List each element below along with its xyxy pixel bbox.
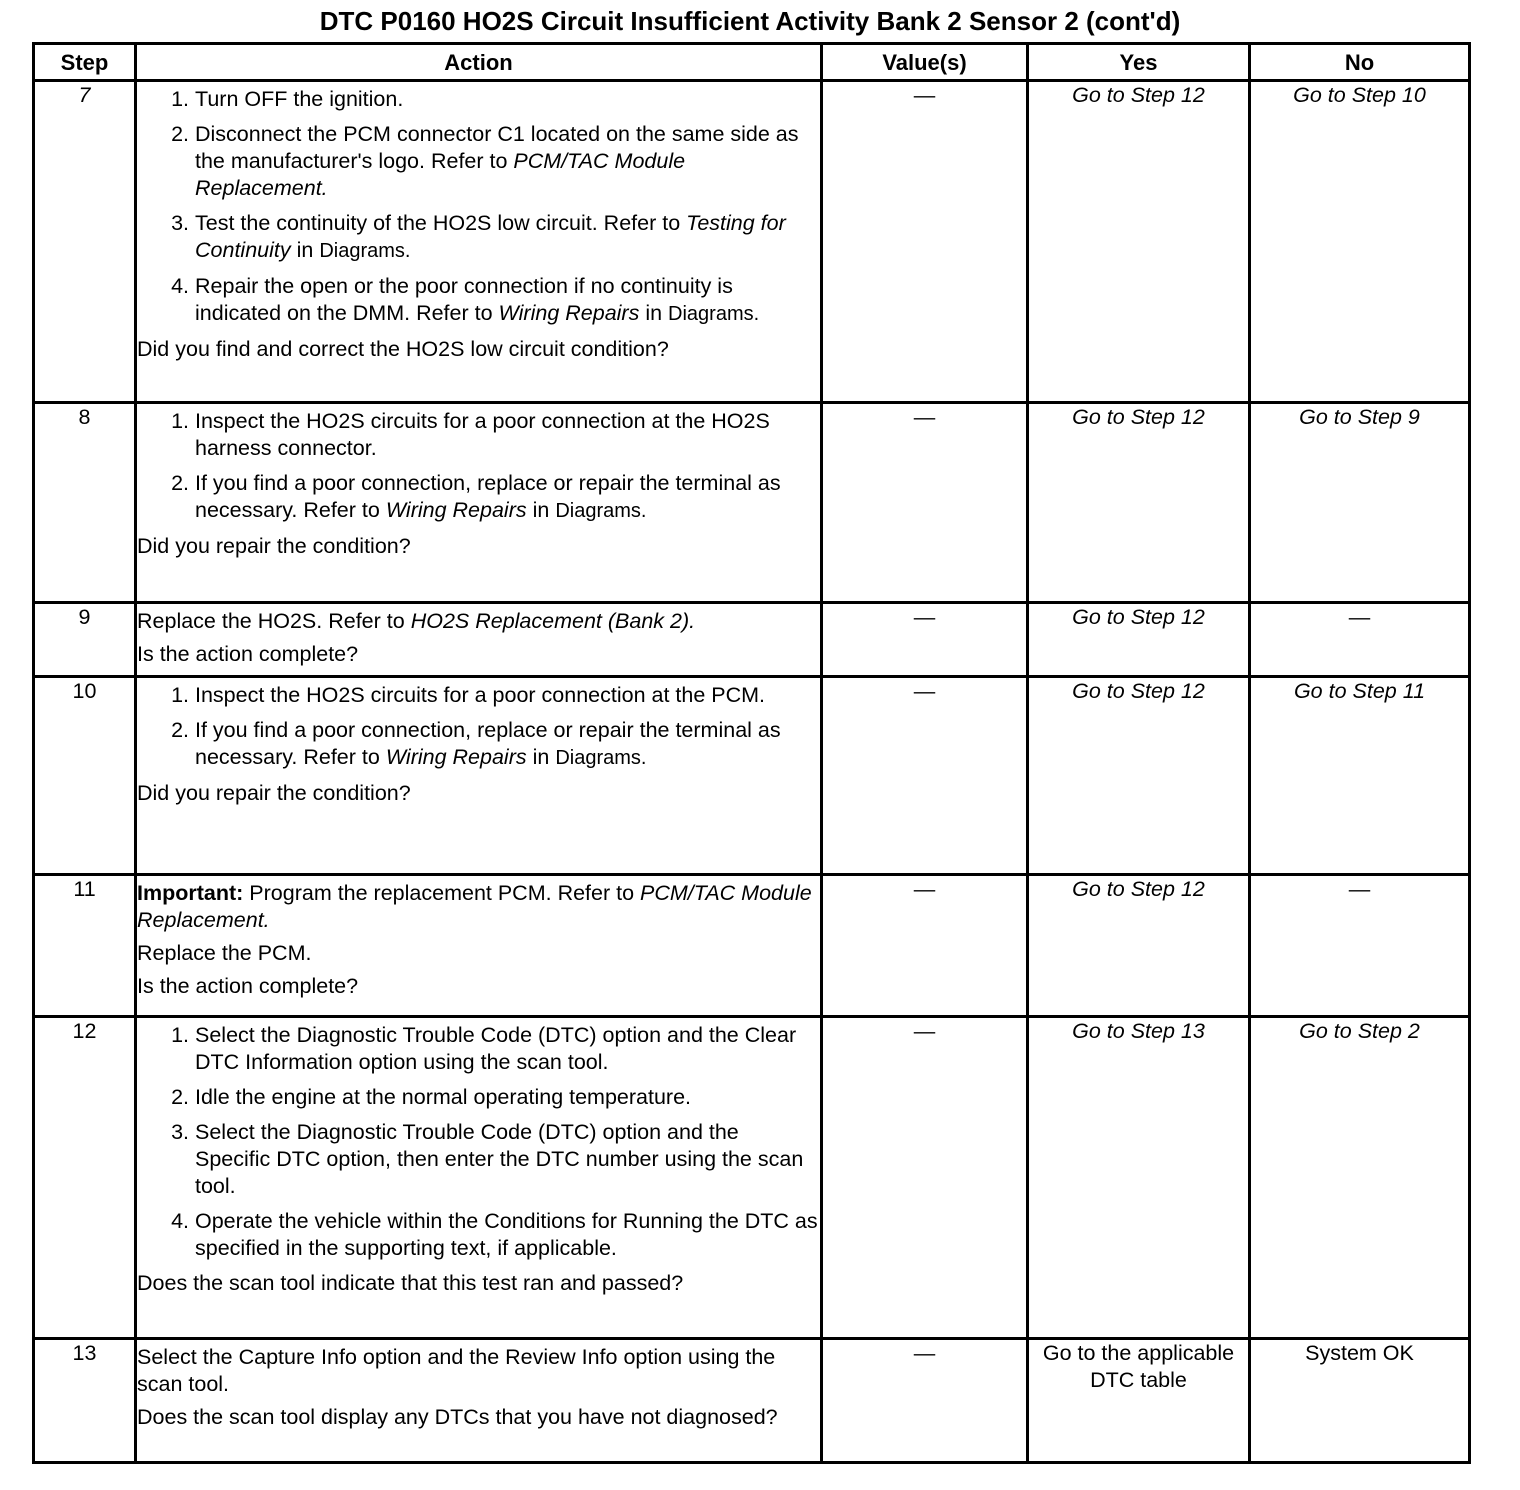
reference-link: Wiring Repairs [385,745,527,769]
yes-action: Go to Step 13 [1028,1017,1250,1339]
question-text: Did you repair the condition? [137,781,411,805]
reference-link: Wiring Repairs [385,498,527,522]
table-row-step-11 [34,875,1470,1017]
table-row-step-12 [34,1017,1470,1339]
step-number: 13 [34,1339,136,1463]
table-row-step-13 [34,1339,1470,1463]
yes-action: Go to the applicable DTC table [1028,1339,1250,1463]
action-cell [136,875,822,1017]
question-text: Is the action complete? [137,974,359,998]
yes-action: Go to Step 12 [1028,403,1250,603]
question-text: Did you repair the condition? [137,534,411,558]
no-action: Go to Step 2 [1250,1017,1470,1339]
action-text: Replace the HO2S. Refer to HO2S Replacement (Bank 2). [137,609,696,633]
yes-action: Go to Step 12 [1028,603,1250,677]
value-cell: — [822,81,1028,403]
value-cell: — [822,603,1028,677]
question-text: Does the scan tool indicate that this test ran and passed? [137,1271,684,1295]
yes-action: Go to Step 12 [1028,677,1250,875]
value-cell: — [822,1017,1028,1339]
no-action: Go to Step 9 [1250,403,1470,603]
step-number: 12 [34,1017,136,1339]
no-action: Go to Step 11 [1250,677,1470,875]
step-number: 8 [34,403,136,603]
header-step: Step [34,44,136,81]
value-cell: — [822,875,1028,1017]
list-item: 3. Select the Diagnostic Trouble Code (DTC) option and the Specific DTC option, then enter the DTC number using the scan tool. [195,1119,820,1200]
important-note: Important: Program the replacement PCM. Refer to PCM/TAC Module Replacement. [137,881,812,932]
action-list [137,86,820,328]
action-list [137,408,820,525]
no-action: — [1250,875,1470,1017]
diagnostic-table [32,42,1471,1464]
list-item: 2. If you find a poor connection, replace or repair the terminal as necessary. Refer to Wiring Repairs in Diagrams. [195,470,820,525]
action-cell [136,403,822,603]
no-action: — [1250,603,1470,677]
header-yes: Yes [1028,44,1250,81]
step-number: 9 [34,603,136,677]
no-action: Go to Step 10 [1250,81,1470,403]
action-list [137,1022,820,1262]
header-value: Value(s) [822,44,1028,81]
reference-link: HO2S Replacement (Bank 2). [410,609,696,633]
list-item: 2. Idle the engine at the normal operating temperature. [195,1084,820,1111]
header-action: Action [136,44,822,81]
list-item: 4. Operate the vehicle within the Conditions for Running the DTC as specified in the supporting text, if applicable. [195,1208,820,1262]
reference-link: Diagrams. [668,303,760,325]
important-label: Important: [137,881,244,905]
step-number: 11 [34,875,136,1017]
action-text: Replace the PCM. [137,941,312,965]
reference-link: Diagrams. [555,500,647,522]
action-list [137,682,820,772]
value-cell: — [822,403,1028,603]
list-item: 2. Disconnect the PCM connector C1 located on the same side as the manufacturer's logo. Refer to PCM/TAC Module Replacement. [195,121,820,202]
value-cell: — [822,1339,1028,1463]
action-text: Select the Capture Info option and the Review Info option using the scan tool. [137,1345,776,1396]
table-row-step-8 [34,403,1470,603]
reference-link: Diagrams. [319,240,411,262]
list-item: 2. If you find a poor connection, replace or repair the terminal as necessary. Refer to Wiring Repairs in Diagrams. [195,717,820,772]
value-cell: — [822,677,1028,875]
list-item: 1. Turn OFF the ignition. [195,86,820,113]
table-header-row [34,44,1470,81]
list-item: 3. Test the continuity of the HO2S low circuit. Refer to Testing for Continuity in Diagrams. [195,210,820,265]
reference-link: Diagrams. [555,747,647,769]
step-number: 7 [34,81,136,403]
reference-link: PCM/TAC Module Replacement. [195,149,686,200]
action-cell [136,603,822,677]
page-title: DTC P0160 HO2S Circuit Insufficient Activity Bank 2 Sensor 2 (cont'd) [319,6,1181,36]
action-cell [136,1017,822,1339]
table-row-step-7 [34,81,1470,403]
list-item: 1. Inspect the HO2S circuits for a poor connection at the HO2S harness connector. [195,408,820,462]
question-text: Does the scan tool display any DTCs that you have not diagnosed? [137,1405,778,1429]
question-text: Is the action complete? [137,642,359,666]
table-row-step-9 [34,603,1470,677]
reference-link: PCM/TAC Module Replacement. [137,881,812,932]
list-item: 1. Inspect the HO2S circuits for a poor connection at the PCM. [195,682,820,709]
action-cell [136,677,822,875]
yes-action: Go to Step 12 [1028,81,1250,403]
table-row-step-10 [34,677,1470,875]
list-item: 1. Select the Diagnostic Trouble Code (DTC) option and the Clear DTC Information option using the scan tool. [195,1022,820,1076]
action-cell [136,81,822,403]
reference-link: Testing for Continuity [195,211,786,262]
step-number: 10 [34,677,136,875]
question-text: Did you find and correct the HO2S low circuit condition? [137,337,669,361]
no-action: System OK [1250,1339,1470,1463]
list-item: 4. Repair the open or the poor connection if no continuity is indicated on the DMM. Refer to Wiring Repairs in Diagrams. [195,273,820,328]
yes-action: Go to Step 12 [1028,875,1250,1017]
header-no: No [1250,44,1470,81]
action-cell [136,1339,822,1463]
reference-link: Wiring Repairs [498,301,640,325]
